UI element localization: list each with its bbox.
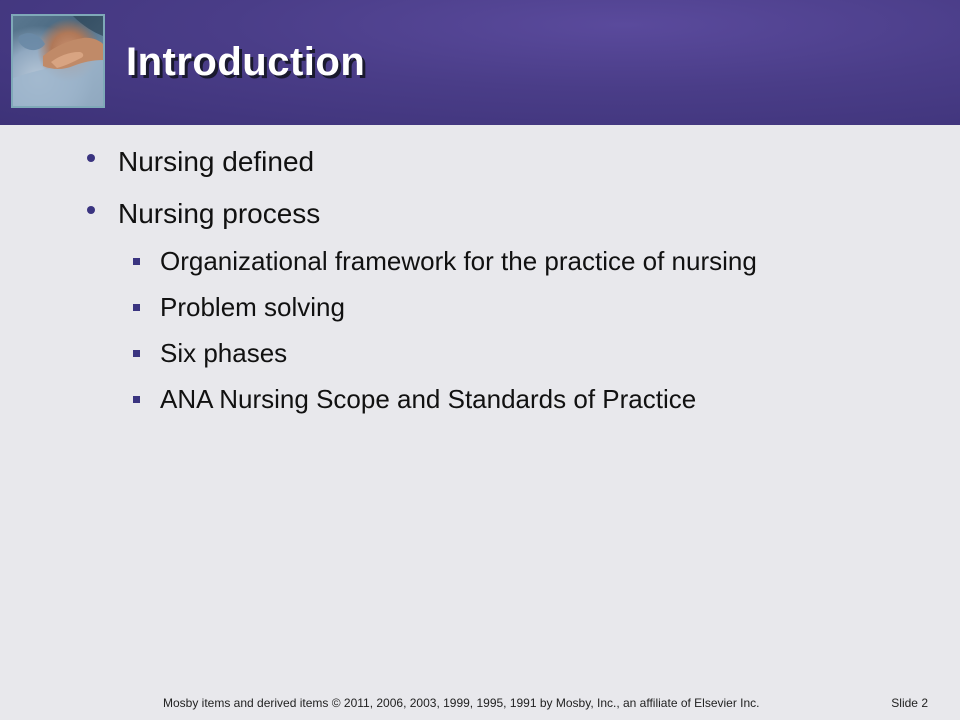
sub-bullet-organizational-framework: Organizational framework for the practice of nursing	[160, 246, 757, 276]
bullet-item-nursing-defined: Nursing defined	[118, 146, 315, 177]
sub-bullet-ana-standards: ANA Nursing Scope and Standards of Practice	[160, 384, 697, 414]
slide-number: Slide 2	[891, 696, 928, 710]
slide-header	[0, 0, 960, 125]
copyright-notice: Mosby items and derived items © 2011, 2006, 2003, 1999, 1995, 1991 by Mosby, Inc., an affiliate of Elsevier Inc.	[163, 696, 760, 710]
bullet-dot-icon	[87, 154, 95, 162]
slide-title: Introduction	[126, 40, 366, 84]
hands-photo-icon	[13, 16, 103, 106]
header-photo	[11, 14, 105, 108]
bullet-dot-icon	[87, 206, 95, 214]
slide-footer	[0, 696, 960, 716]
bullet-square-icon	[133, 258, 140, 265]
sub-bullet-problem-solving: Problem solving	[160, 292, 345, 322]
bullet-square-icon	[133, 396, 140, 403]
bullet-square-icon	[133, 350, 140, 357]
bullet-item-nursing-process: Nursing process	[118, 198, 321, 229]
bullet-square-icon	[133, 304, 140, 311]
sub-bullet-six-phases: Six phases	[160, 338, 288, 368]
